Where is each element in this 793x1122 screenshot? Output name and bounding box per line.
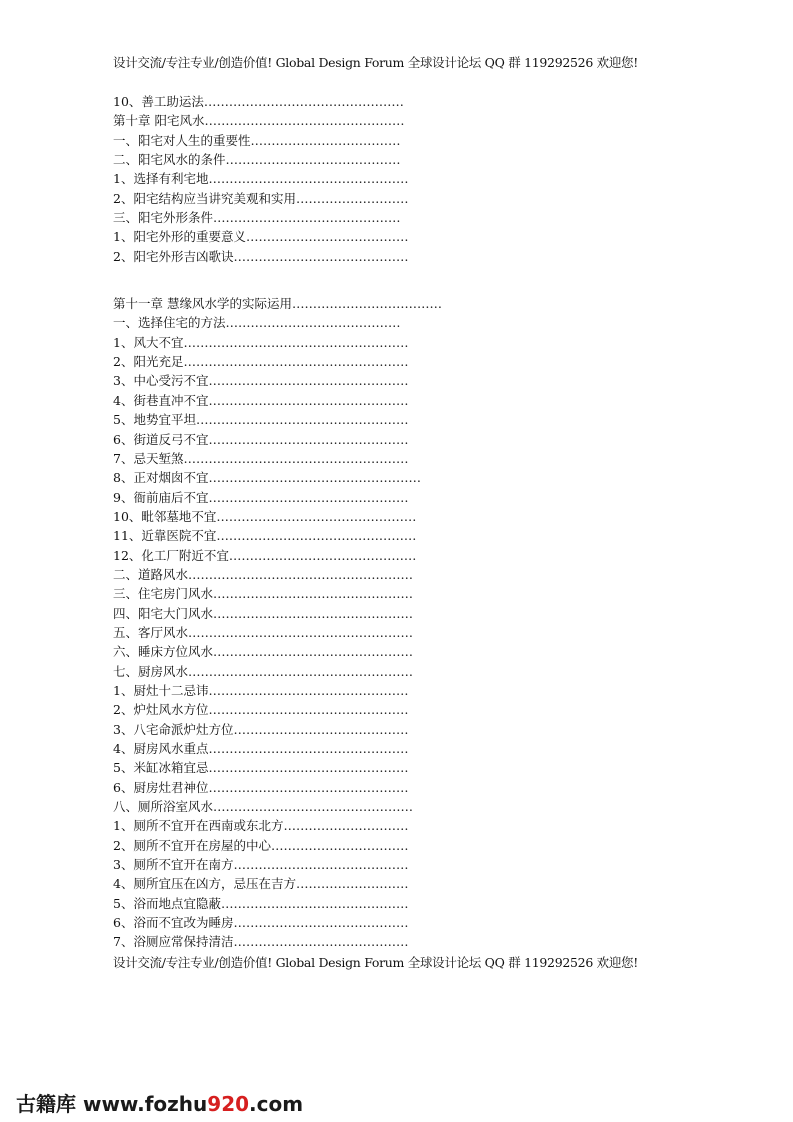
toc-entry: 三、住宅房门风水………………………………………… xyxy=(113,586,414,602)
section-gap xyxy=(113,266,442,294)
toc-entry: 三、阳宅外形条件……………………………………… xyxy=(113,210,401,226)
toc-entry: 四、阳宅大门风水………………………………………… xyxy=(113,605,414,621)
toc-entry: 二、道路风水……………………………………………… xyxy=(113,566,414,582)
toc-entry: 3、厕所不宜开在南方…………………………………… xyxy=(113,857,409,873)
toc-entry: 3、中心受污不宜………………………………………… xyxy=(113,373,409,389)
toc-entry: 1、厨灶十二忌讳………………………………………… xyxy=(113,682,409,698)
toc-entry: 2、阳宅外形吉凶歌诀…………………………………… xyxy=(113,248,409,264)
toc-entry: 7、浴厕应常保持清洁…………………………………… xyxy=(113,934,409,950)
toc-entry: 5、米缸冰箱宜忌………………………………………… xyxy=(113,760,409,776)
toc-entry: 9、衙前庙后不宜………………………………………… xyxy=(113,489,409,505)
toc-entry: 八、厕所浴室风水………………………………………… xyxy=(113,799,414,815)
toc-entry: 1、阳宅外形的重要意义………………………………… xyxy=(113,229,409,245)
toc-entry: 一、阳宅对人生的重要性……………………………… xyxy=(113,132,401,148)
toc-entry: 10、善工助运法………………………………………… xyxy=(113,94,404,109)
toc-entry: 第十一章 慧缘风水学的实际运用……………………………… xyxy=(113,296,442,312)
watermark-prefix: 古籍库 www.fozhu xyxy=(16,1092,208,1116)
watermark-suffix: .com xyxy=(249,1092,304,1116)
toc-entry: 2、厕所不宜开在房屋的中心…………………………… xyxy=(113,837,409,853)
toc-entry: 6、街道反弓不宜………………………………………… xyxy=(113,431,409,447)
toc-entry: 5、地势宜平坦…………………………………………… xyxy=(113,412,409,428)
toc-entry: 七、厨房风水……………………………………………… xyxy=(113,663,414,679)
toc-entry: 2、炉灶风水方位………………………………………… xyxy=(113,702,409,718)
toc-entry: 7、忌天堑煞……………………………………………… xyxy=(113,450,409,466)
toc-entry: 6、浴而不宜改为睡房…………………………………… xyxy=(113,915,409,931)
toc-entry: 二、阳宅风水的条件…………………………………… xyxy=(113,152,401,168)
watermark-number: 920 xyxy=(207,1092,250,1116)
toc-entry: 12、化工厂附近不宜……………………………………… xyxy=(113,547,417,563)
toc-section-chapter-10 xyxy=(113,92,442,266)
toc-entry: 五、客厅风水……………………………………………… xyxy=(113,624,414,640)
toc-entry: 4、厕所宜压在凶方，忌压在吉方……………………… xyxy=(113,876,409,892)
site-watermark xyxy=(16,1088,303,1117)
toc-entry: 3、八宅命派炉灶方位…………………………………… xyxy=(113,721,409,737)
toc-entry: 六、睡床方位风水………………………………………… xyxy=(113,644,414,660)
toc-entry: 10、毗邻墓地不宜………………………………………… xyxy=(113,508,417,524)
toc-section-chapter-11 xyxy=(113,294,442,952)
toc-entry: 8、正对烟囱不宜…………………………………………… xyxy=(113,470,421,486)
toc-entry: 11、近靠医院不宜………………………………………… xyxy=(113,528,417,544)
toc-entry: 2、阳光充足……………………………………………… xyxy=(113,354,409,370)
toc-entry: 第十章 阳宅风水………………………………………… xyxy=(113,113,405,129)
toc-entry: 5、浴而地点宜隐蔽……………………………………… xyxy=(113,895,409,911)
toc-entry: 1、选择有利宅地………………………………………… xyxy=(113,171,409,187)
toc-entry: 4、厨房风水重点………………………………………… xyxy=(113,741,409,756)
page-footer: 设计交流/专注专业/创造价值! Global Design Forum 全球设计论坛 QQ 群 119292526 欢迎您! xyxy=(113,955,638,970)
page-header: 设计交流/专注专业/创造价值! Global Design Forum 全球设计论坛 QQ 群 119292526 欢迎您! xyxy=(113,55,638,70)
toc-entry: 2、阳宅结构应当讲究美观和实用……………………… xyxy=(113,190,409,206)
toc-entry: 一、选择住宅的方法…………………………………… xyxy=(113,315,401,331)
toc-entry: 4、街巷直冲不宜………………………………………… xyxy=(113,392,409,408)
toc-entry: 1、风大不宜……………………………………………… xyxy=(113,334,409,350)
toc-entry: 6、厨房灶君神位………………………………………… xyxy=(113,779,409,795)
toc-entry: 1、厕所不宜开在西南或东北方………………………… xyxy=(113,818,409,834)
table-of-contents xyxy=(113,92,442,952)
